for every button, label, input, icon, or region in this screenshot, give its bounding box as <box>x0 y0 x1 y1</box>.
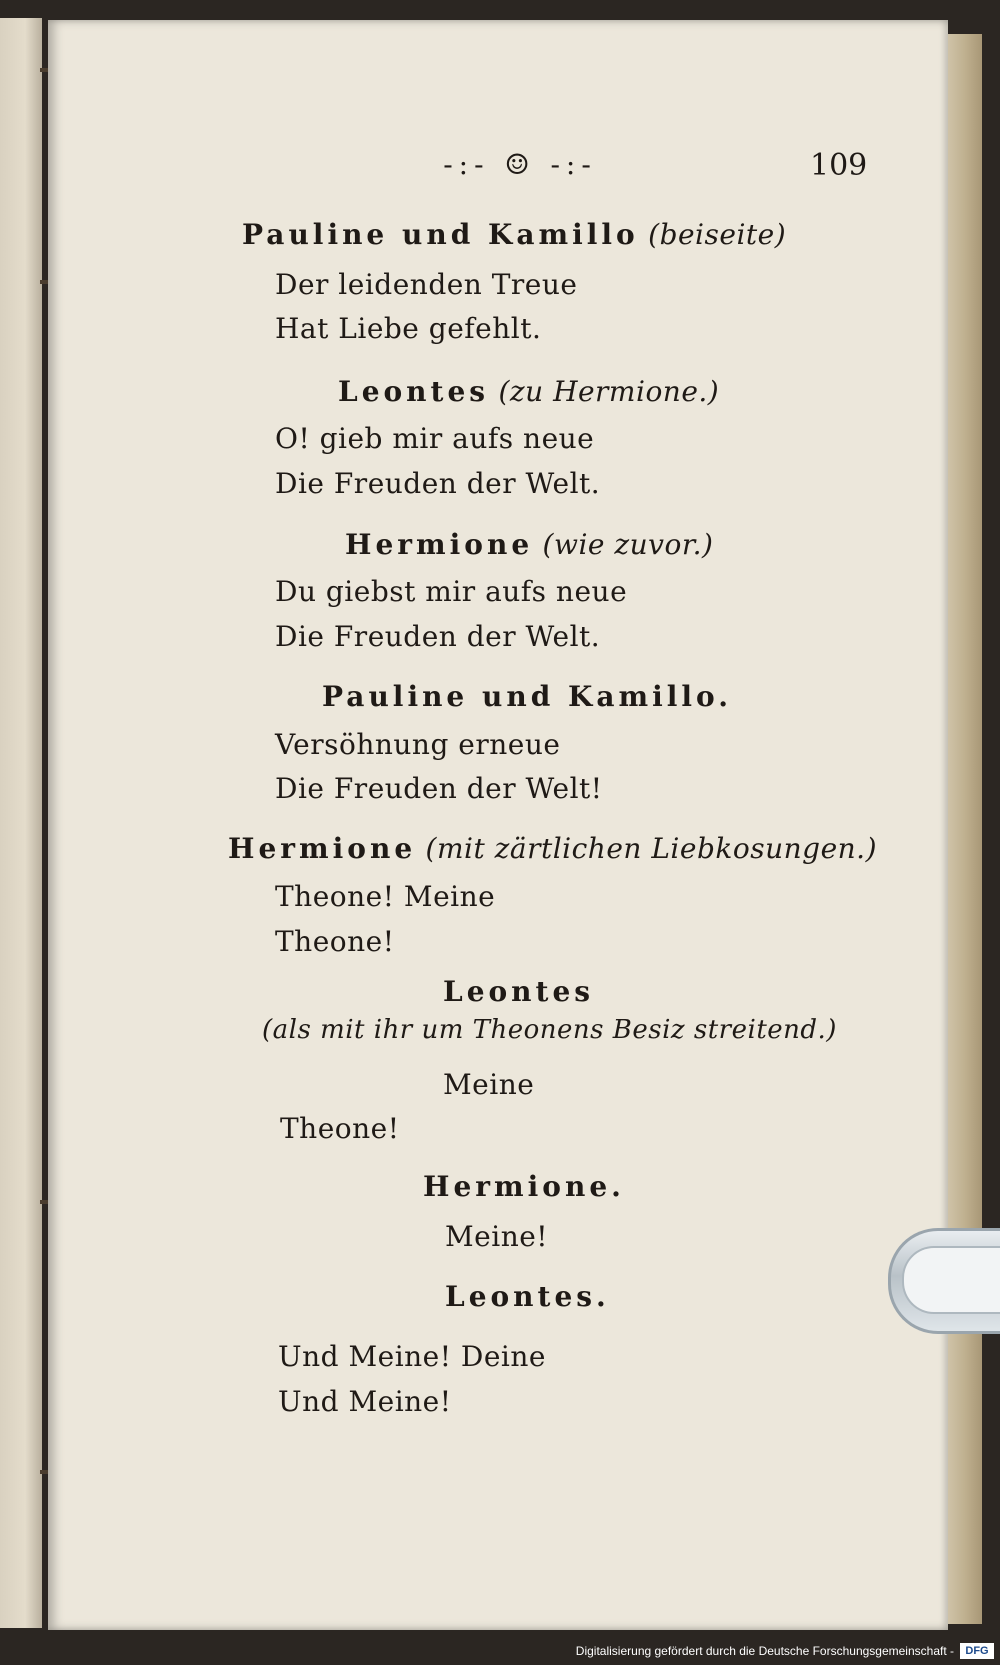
speaker-line <box>345 528 713 561</box>
verse-line: Hat Liebe gefehlt. <box>275 312 542 345</box>
header-ornament: -:- ☺ -:- <box>443 148 597 181</box>
speaker-name: Pauline und Kamillo. <box>322 680 732 713</box>
verse-line: Theone! <box>280 1112 400 1145</box>
verse-line: Die Freuden der Welt! <box>275 772 603 805</box>
stage-direction: (beiseite) <box>648 218 787 251</box>
verse-line: Die Freuden der Welt. <box>275 467 601 500</box>
speaker-line <box>242 218 786 251</box>
page-clip-inner <box>902 1246 1000 1314</box>
verse-line: Und Meine! Deine <box>278 1340 546 1373</box>
speaker-line <box>443 975 594 1008</box>
speaker-name: Hermione <box>228 832 417 865</box>
speaker-line <box>338 375 719 408</box>
stage-direction: (wie zuvor.) <box>542 528 714 561</box>
verse-line: Der leidenden Treue <box>275 268 578 301</box>
speaker-line <box>445 1280 610 1313</box>
speaker-name: Leontes <box>338 375 490 408</box>
speaker-line <box>322 680 732 713</box>
book-page <box>48 20 948 1630</box>
speaker-line <box>423 1170 625 1203</box>
dfg-logo: DFG <box>960 1643 994 1659</box>
speaker-name: Hermione. <box>423 1170 625 1203</box>
verse-line: Meine <box>443 1068 535 1101</box>
verse-line: Versöhnung erneue <box>275 728 561 761</box>
speaker-name: Leontes <box>443 975 595 1008</box>
stage-direction: (mit zärtlichen Liebkosungen.) <box>425 832 877 865</box>
footer-credit: Digitalisierung gefördert durch die Deutsche Forschungsgemeinschaft - <box>575 1644 954 1658</box>
speaker-name: Leontes. <box>445 1280 610 1313</box>
verse-line: O! gieb mir aufs neue <box>275 422 595 455</box>
stage-direction: (als mit ihr um Theonens Besiz streitend.) <box>262 1015 837 1045</box>
verse-line: Meine! <box>445 1220 549 1253</box>
speaker-line <box>228 832 877 865</box>
verse-line: Theone! Meine <box>275 880 496 913</box>
verse-line: Und Meine! <box>278 1385 452 1418</box>
speaker-name: Pauline und Kamillo <box>242 218 639 251</box>
footer-bar <box>0 1640 1000 1665</box>
left-page-strip <box>0 18 42 1628</box>
page-number: 109 <box>810 148 868 183</box>
verse-line: Du giebst mir aufs neue <box>275 575 628 608</box>
verse-line: Theone! <box>275 925 395 958</box>
verse-line: Die Freuden der Welt. <box>275 620 601 653</box>
page-edges <box>948 34 982 1624</box>
stage-direction: (zu Hermione.) <box>498 375 720 408</box>
speaker-name: Hermione <box>345 528 534 561</box>
